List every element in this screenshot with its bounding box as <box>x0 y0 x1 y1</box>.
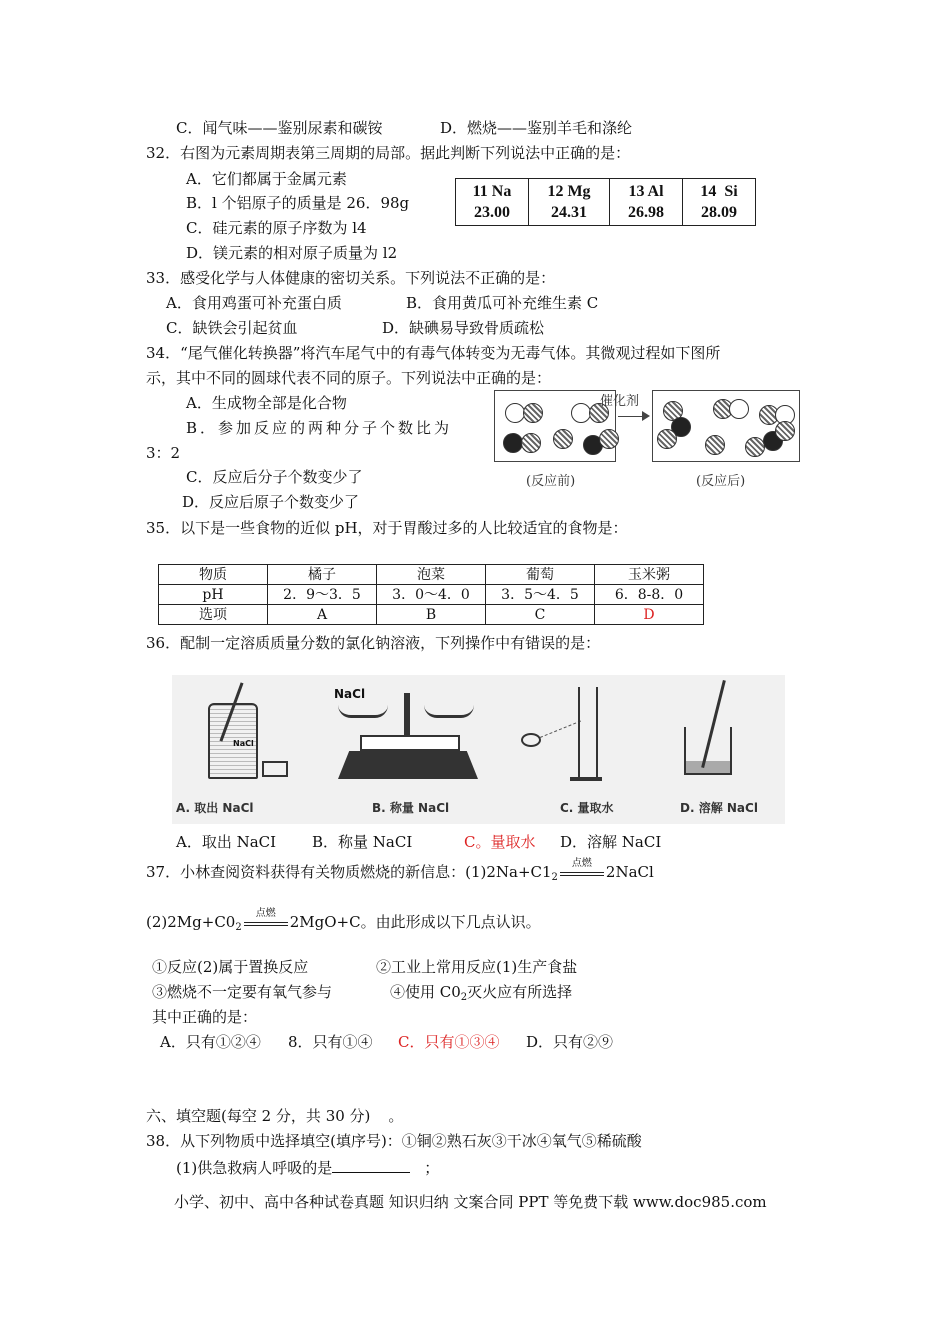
q37-stem: 37．小林查阅资料获得有关物质燃烧的新信息：$(1)2Na+C1_2$ 点燃 2NaCl <box>146 858 654 883</box>
lab-caption-c: C. 量取水 <box>560 801 614 815</box>
q36-option-b: B．称量 NaCI <box>312 833 413 851</box>
q37-option-c: C．只有①③④ <box>398 1033 500 1051</box>
footer-text: 小学、初中、高中各种试卷真题 知识归纳 文案合同 PPT 等免费下载 www.doc985.com <box>174 1193 767 1211</box>
q37-option-a: A．只有①②④ <box>160 1033 261 1051</box>
q32-option-c: C．硅元素的原子序数为 l4 <box>186 219 367 237</box>
balance-label: NaCl <box>334 687 366 701</box>
element-cell-si: 14 Si 28.09 <box>683 179 756 226</box>
balance-beam <box>360 735 460 751</box>
q33-option-b: B．食用黄瓜可补充维生素 C <box>406 294 599 312</box>
ignite-arrow: 点燃 <box>558 862 606 882</box>
q37-point-2: ②工业上常用反应(1)生产食盐 <box>376 958 578 976</box>
q37-option-d: D．只有②⑨ <box>526 1033 614 1051</box>
sight-line <box>540 721 581 738</box>
q36-option-c: C。量取水 <box>464 833 536 851</box>
balance-pillar <box>404 693 410 737</box>
q35-stem: 35．以下是一些食物的近似 pH，对于胃酸过多的人比较适宜的食物是： <box>146 519 628 537</box>
q33-option-a: A．食用鸡蛋可补充蛋白质 <box>166 294 342 312</box>
table-row: pH 2．9～3．5 3．0～4．0 3．5～4．5 6．8-8．0 <box>159 585 704 605</box>
q37-point-4: ④使用 $C0_2$灭火应有所选择 <box>390 983 573 1003</box>
element-cell-al: 13 Al 26.98 <box>610 179 683 226</box>
q37-equation-2: $(2)2Mg+C0_2$ 点燃 2MgO+C。由此形成以下几点认识。 <box>146 908 541 933</box>
q32-option-a: A．它们都属于金属元素 <box>186 170 347 188</box>
q32-stem: 32．右图为元素周期表第三周期的局部。据此判断下列说法中正确的是： <box>146 144 631 162</box>
q33-stem: 33．感受化学与人体健康的密切关系。下列说法不正确的是： <box>146 269 556 287</box>
table-row: 物质 橘子 泡菜 葡萄 玉米粥 <box>159 565 704 585</box>
q38-stem: 38．从下列物质中选择填空(填序号)：①铜②熟石灰③干冰④氧气⑤稀硫酸 <box>146 1132 642 1150</box>
lab-caption-b: B. 称量 NaCl <box>372 801 450 815</box>
q33-option-d: D．缺碘易导致骨质疏松 <box>382 319 545 337</box>
after-caption: (反应后) <box>696 474 746 489</box>
q34-option-b-ratio: 3：2 <box>146 444 181 462</box>
cylinder-base <box>570 777 602 781</box>
after-box <box>652 390 800 462</box>
measuring-cylinder-icon <box>578 687 598 779</box>
element-cell-na: 11 Na 23.00 <box>456 179 529 226</box>
table-row: 选项 A B C D <box>159 605 704 625</box>
catalyst-label: 催化剂 <box>600 394 640 409</box>
q36-stem: 36．配制一定溶质质量分数的氯化钠溶液，下列操作中有错误的是： <box>146 634 601 652</box>
ph-table <box>158 564 704 625</box>
before-caption: (反应前) <box>526 474 576 489</box>
q34-option-c: C．反应后分子个数变少了 <box>186 468 363 486</box>
q34-stem-line1: 34．“尾气催化转换器”将汽车尾气中的有毒气体转变为无毒气体。其微观过程如下图所 <box>146 344 721 362</box>
q31-option-c: C．闻气味——鉴别尿素和碳铵 <box>176 119 383 137</box>
q32-option-d: D．镁元素的相对原子质量为 l2 <box>186 244 398 262</box>
q36-option-a: A．取出 NaCI <box>176 833 277 851</box>
before-box <box>494 390 616 462</box>
q37-point-1: ①反应(2)属于置换反应 <box>152 958 309 976</box>
reaction-diagram <box>494 388 804 492</box>
answer-blank[interactable] <box>332 1156 410 1173</box>
q36-option-d: D．溶解 NaCI <box>560 833 662 851</box>
stopper-icon <box>262 761 288 777</box>
q37-option-b: 8．只有①④ <box>288 1033 373 1051</box>
q33-option-c: C．缺铁会引起贫血 <box>166 319 298 337</box>
eye-icon <box>521 733 541 747</box>
q31-option-d: D．燃烧——鉴别羊毛和涤纶 <box>440 119 633 137</box>
section-6-heading: 六、填空题(每空 2 分，共 30 分) 。 <box>146 1107 404 1125</box>
periodic-table-excerpt <box>455 178 756 226</box>
balance-right-pan <box>424 705 474 718</box>
lab-caption-d: D. 溶解 NaCl <box>680 801 758 815</box>
q34-option-d: D．反应后原子个数变少了 <box>182 493 360 511</box>
q32-option-b: B．l 个铝原子的质量是 26．98g <box>186 194 410 212</box>
q38-sub1: (1)供急救病人呼吸的是 ； <box>176 1156 439 1178</box>
q37-point-3: ③燃烧不一定要有氧气参与 <box>152 983 333 1001</box>
balance-left-pan <box>338 705 388 718</box>
jar-label: NaCl <box>233 739 254 748</box>
ignite-arrow: 点燃 <box>242 912 290 932</box>
lab-operations-figure <box>172 675 785 824</box>
arrow-icon <box>642 411 650 421</box>
q34-stem-line2: 示，其中不同的圆球代表不同的原子。下列说法中正确的是： <box>146 369 552 387</box>
q34-option-b: B．参加反应的两种分子个数比为 <box>186 419 453 437</box>
lab-caption-a: A. 取出 NaCl <box>176 801 254 815</box>
q37-question: 其中正确的是： <box>152 1008 258 1026</box>
q34-option-a: A．生成物全部是化合物 <box>186 394 347 412</box>
element-cell-mg: 12 Mg 24.31 <box>529 179 610 226</box>
balance-base <box>338 751 478 779</box>
